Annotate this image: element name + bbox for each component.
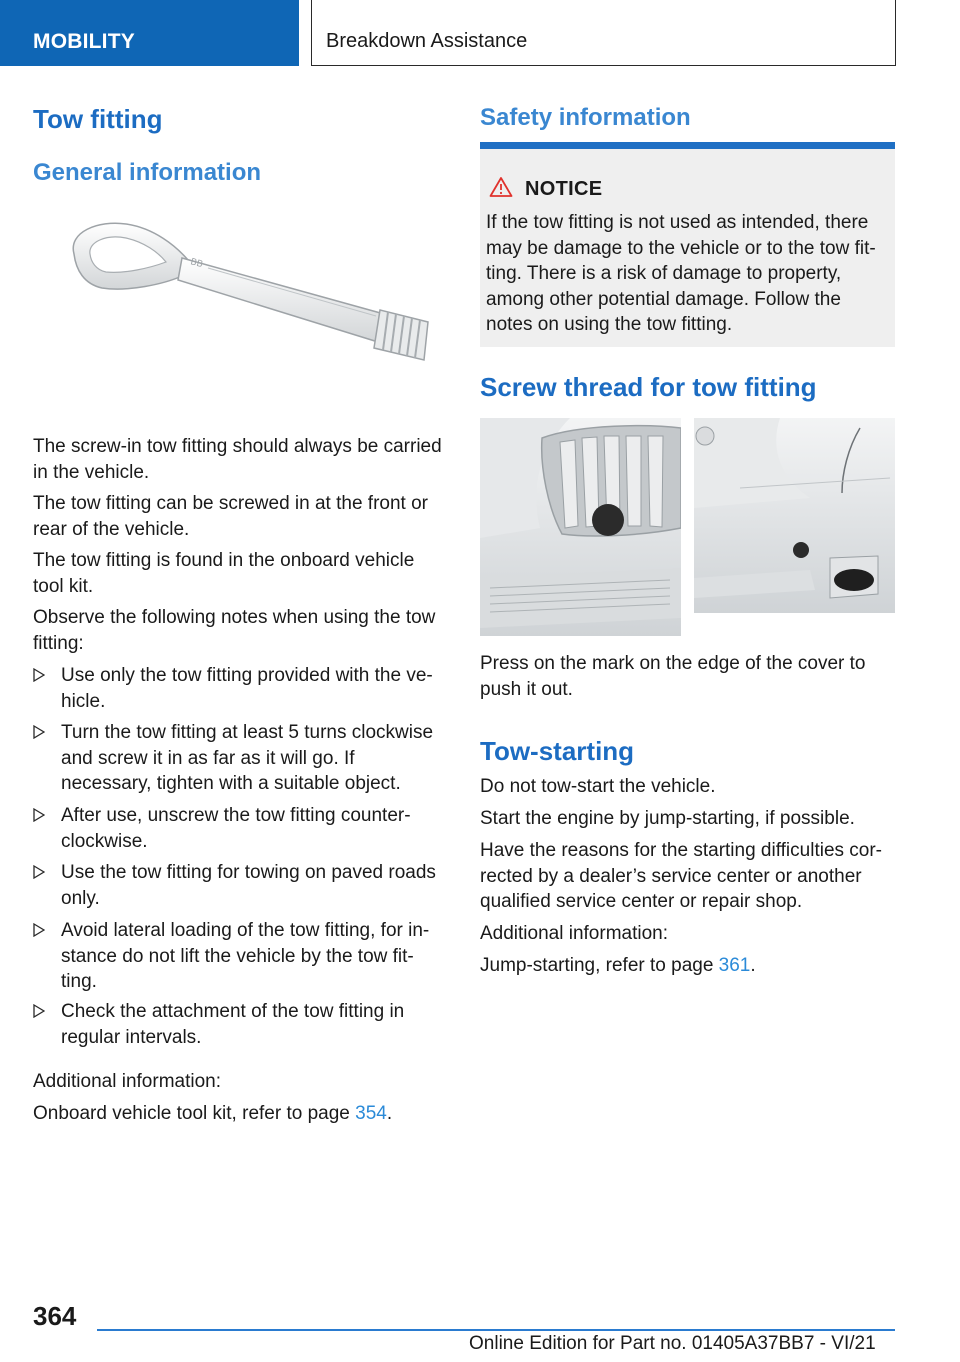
paragraph-jump-start: Start the engine by jump-starting, if possible. bbox=[480, 808, 855, 829]
page-number: 364 bbox=[33, 1301, 77, 1331]
chapter-header bbox=[311, 0, 896, 66]
list-item: Use the tow fitting for towing on paved roads only. bbox=[33, 860, 447, 912]
jump-starting-reference: Jump-starting, refer to page 361. bbox=[480, 955, 756, 976]
tool-kit-reference: Onboard vehicle tool kit, refer to page 354. bbox=[33, 1103, 393, 1124]
paragraph-observe-notes: Observe the following notes when using the tow fitting: bbox=[33, 607, 436, 654]
section-title-screw-thread: Screw thread for tow fitting bbox=[480, 372, 817, 402]
paragraph-have-reasons: Have the reasons for the starting difficulties cor-rected by a dealer’s service center or another qualified service center or repair shop. bbox=[480, 840, 883, 912]
additional-info-label-right: Additional information: bbox=[480, 923, 668, 944]
list-item: After use, unscrew the tow fitting counter-clockwise. bbox=[33, 803, 447, 855]
additional-info-label: Additional information: bbox=[33, 1071, 221, 1092]
bumper-cover-illustration bbox=[480, 418, 895, 636]
triangle-bullet-icon bbox=[33, 923, 45, 937]
paragraph-no-tow-start: Do not tow-start the vehicle. bbox=[480, 776, 716, 797]
notice-box bbox=[480, 142, 895, 347]
section-tab bbox=[0, 0, 299, 66]
footer-rule bbox=[97, 1329, 895, 1331]
paragraph-front-rear: The tow fitting can be screwed in at the front or rear of the vehicle. bbox=[33, 493, 428, 540]
paragraph-carry-fitting: The screw-in tow fitting should always be carried in the vehicle. bbox=[33, 436, 442, 483]
triangle-bullet-icon bbox=[33, 725, 45, 739]
edition-footer: Online Edition for Part no. 01405A37BB7 - VI/21 bbox=[469, 1333, 876, 1354]
list-item: Check the attachment of the tow fitting in regular intervals. bbox=[33, 999, 447, 1051]
warning-triangle-icon bbox=[489, 176, 513, 198]
paragraph-press-mark: Press on the mark on the edge of the cover to push it out. bbox=[480, 653, 866, 700]
triangle-bullet-icon bbox=[33, 865, 45, 879]
page-link-354[interactable]: 354 bbox=[355, 1103, 387, 1124]
triangle-bullet-icon bbox=[33, 1004, 45, 1018]
section-title-tow-starting: Tow-starting bbox=[480, 736, 635, 766]
list-item: Avoid lateral loading of the tow fitting, for in-stance do not lift the vehicle by the tow fit-ting. bbox=[33, 918, 447, 996]
tow-fitting-illustration bbox=[58, 210, 438, 380]
paragraph-tool-kit: The tow fitting is found in the onboard vehicle tool kit. bbox=[33, 550, 415, 597]
section-title-tow-fitting: Tow fitting bbox=[33, 104, 163, 134]
chapter-label: Breakdown Assistance bbox=[326, 30, 528, 52]
triangle-bullet-icon bbox=[33, 668, 45, 682]
svg-text:BB: BB bbox=[189, 257, 204, 271]
section-label: MOBILITY bbox=[33, 30, 135, 53]
list-item: Use only the tow fitting provided with the ve-hicle. bbox=[33, 663, 447, 715]
page-link-361[interactable]: 361 bbox=[718, 955, 751, 976]
list-item: Turn the tow fitting at least 5 turns clockwise and screw it in as far as it will go. If necessary, tighten with a suitable object. bbox=[33, 720, 447, 798]
section-title-safety: Safety information bbox=[480, 104, 691, 131]
notice-body: If the tow fitting is not used as intended, there may be damage to the vehicle or to the tow fit-ting. There is a risk of damage to property, among other potential damage. Follow the notes on using the tow fitting. bbox=[486, 212, 876, 335]
subsection-general-information: General information bbox=[33, 159, 262, 186]
triangle-bullet-icon bbox=[33, 808, 45, 822]
notice-title: NOTICE bbox=[525, 178, 603, 200]
